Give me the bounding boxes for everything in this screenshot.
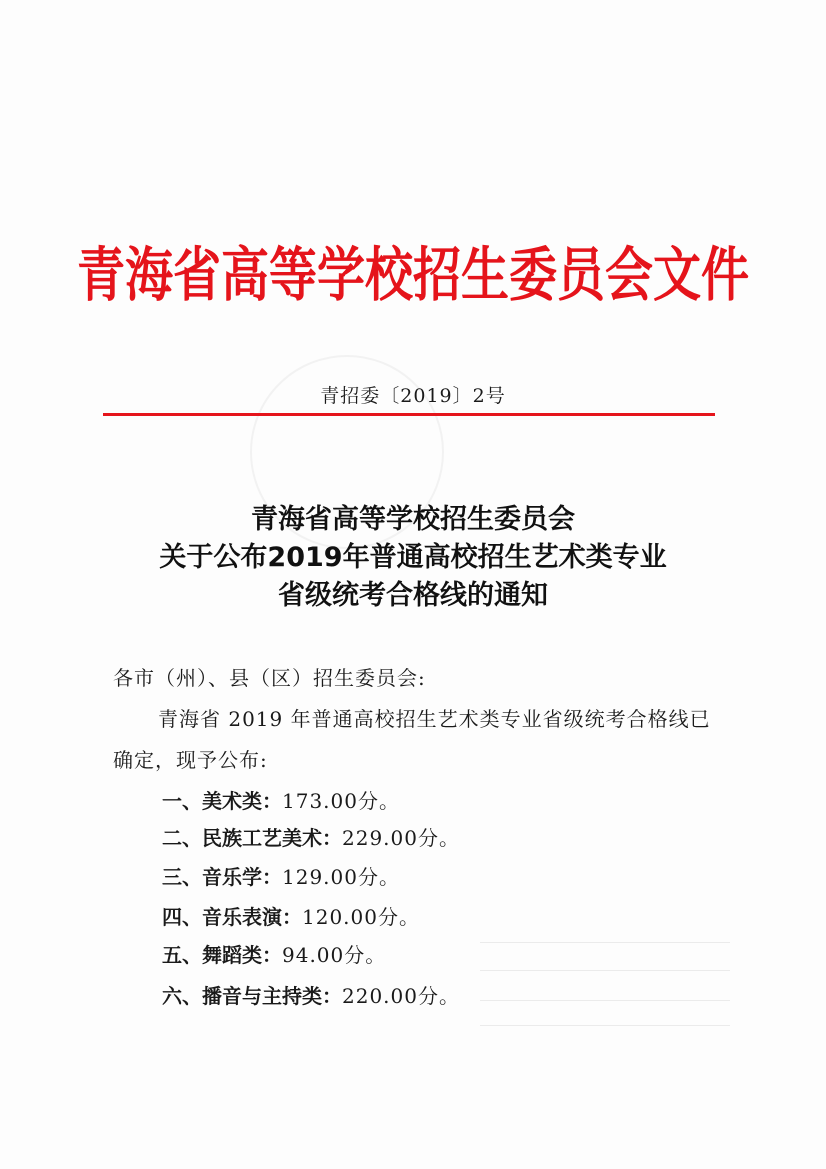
bleed-through-rule (480, 970, 730, 971)
list-item (162, 980, 460, 1009)
bleed-through-rule (480, 942, 730, 943)
item-label: 一、美术类： (162, 789, 282, 813)
item-label: 六、播音与主持类： (162, 984, 342, 1008)
document-header-title: 青海省高等学校招生委员会文件 (76, 241, 749, 310)
list-item (162, 901, 420, 930)
notice-title-line-1: 青海省高等学校招生委员会 (251, 504, 575, 535)
bleed-through-rule (480, 1000, 730, 1001)
item-label: 二、民族工艺美术： (162, 826, 342, 850)
list-item (162, 822, 460, 851)
notice-title-line-2: 关于公布2019年普通高校招生艺术类专业 (159, 542, 667, 573)
list-item (162, 861, 400, 890)
paragraph-line-2: 确定，现予公布: (113, 748, 268, 772)
document-number: 青招委〔2019〕2号 (320, 385, 506, 407)
bleed-through-rule (480, 1025, 730, 1026)
list-item (162, 939, 386, 968)
paragraph-line-1: 青海省 2019 年普通高校招生艺术类专业省级统考合格线已 (158, 707, 711, 731)
item-value: 120.00分。 (302, 905, 420, 929)
item-label: 五、舞蹈类： (162, 943, 282, 967)
notice-title-line-3: 省级统考合格线的通知 (278, 580, 548, 611)
red-divider (103, 413, 715, 416)
list-item (162, 785, 400, 814)
item-value: 94.00分。 (282, 943, 387, 967)
item-value: 173.00分。 (282, 789, 400, 813)
item-label: 三、音乐学： (162, 865, 282, 889)
item-label: 四、音乐表演： (162, 905, 302, 929)
salutation: 各市（州）、县（区）招生委员会: (113, 666, 426, 690)
item-value: 129.00分。 (282, 865, 400, 889)
item-value: 229.00分。 (342, 826, 460, 850)
item-value: 220.00分。 (342, 984, 460, 1008)
